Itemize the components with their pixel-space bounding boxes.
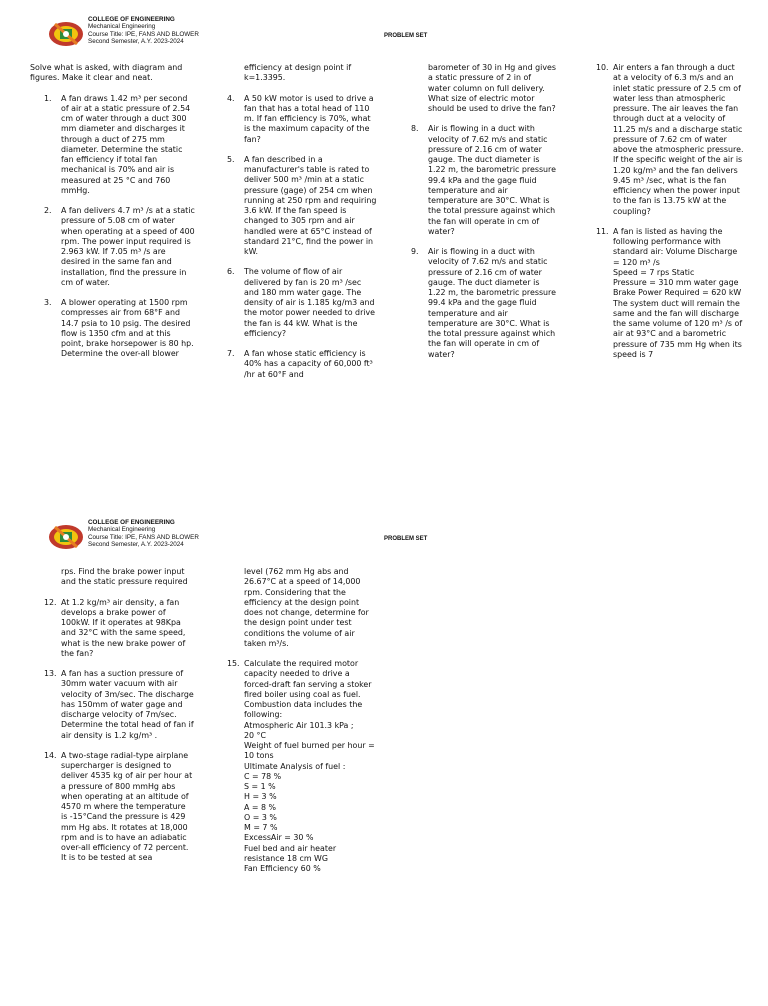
- problem-text: A fan has a suction pressure of 30mm water vacuum with air velocity of 3m/sec. The discharge has 150mm of water gage and discharge velocity of 7m/sec. Determine the total head of fan if air density is 1.2 kg/m³ .: [61, 669, 194, 740]
- problem-13: [44, 669, 194, 741]
- course-title: Course Title: IPE, FANS AND BLOWER: [88, 30, 199, 38]
- column-2: [227, 63, 377, 380]
- problem-1: [44, 94, 195, 197]
- college-name: COLLEGE OF ENGINEERING: [88, 16, 175, 23]
- page-header: [0, 519, 768, 555]
- problem-6: [227, 267, 377, 339]
- problem-2: [44, 206, 195, 288]
- problem-11: [596, 227, 744, 360]
- course-title: Course Title: IPE, FANS AND BLOWER: [88, 533, 199, 541]
- college-logo-icon: [47, 18, 85, 48]
- page-header: [0, 16, 768, 52]
- problem-number: 3.: [44, 298, 52, 307]
- problem-text: A fan draws 1.42 m³ per second of air at a static pressure of 2.54 cm of water through a duct 300 mm diameter and discharges it through a duct of 275 mm diameter. Determine the static fan efficiency if total fan mechanical is 70% and air is measured at 25 °C and 760 mmHg.: [61, 93, 191, 195]
- problem-5: [227, 155, 377, 258]
- problem-text: A fan is listed as having the following performance with standard air: Volume Discharge = 120 m³ /s Speed = 7 rps Static Pressure = 310 mm water gage Brake Power Required = 620 kW The system duct will remain the same and the fan will discharge the same volume of 120 m³ /s of air at 93°C and a barometric pressure of 735 mm Hg when its speed is 7: [613, 226, 743, 359]
- problem-3-continued: efficiency at design point if k=1.3395.: [244, 63, 352, 83]
- college-info: [88, 16, 199, 46]
- college-name: COLLEGE OF ENGINEERING: [88, 519, 175, 526]
- college-info: [88, 519, 199, 549]
- problem-7-continued: barometer of 30 in Hg and gives a static pressure of 2 in of water column on full delivery. What size of electric motor should be used to drive the fan?: [428, 63, 556, 113]
- problem-14: [44, 751, 194, 864]
- column-3: [411, 63, 556, 360]
- problem-text: A 50 kW motor is used to drive a fan that has a total head of 110 m. If fan efficiency is 70%, what is the maximum capacity of the fan?: [244, 93, 374, 144]
- problem-text: Calculate the required motor capacity needed to drive a forced-draft fan serving a stoker fired boiler using coal as fuel. Combustion data includes the following: Atmospheric Air 101.3 kPa ; 20 °C Weight of fuel burned per hour = 10 tons Ultimate Analysis of fuel : C = 78 % S = 1 % H = 3 % A = 8 % O = 3 % M = 7 % ExcessAir = 30 % Fuel bed and air heater resistance 18 cm WG Fan Efficiency 60 %: [244, 659, 375, 873]
- page-2: [0, 503, 768, 1006]
- doc-title: PROBLEM SET: [384, 536, 428, 542]
- problem-7: [227, 349, 377, 380]
- problem-number: 6.: [227, 267, 235, 277]
- instructions: Solve what is asked, with diagram and figures. Make it clear and neat.: [30, 63, 183, 83]
- problem-text: The volume of flow of air delivered by fan is 20 m³ /sec and 180 mm water gage. The density of air is 1.185 kg/m3 and the motor power needed to drive the fan is 44 kW. What is the efficiency?: [244, 267, 376, 338]
- problem-text: A fan whose static efficiency is 40% has a capacity of 60,000 ft³ /hr at 60°F and: [244, 349, 373, 379]
- problem-number: 10.: [596, 63, 609, 72]
- college-logo-icon: [47, 521, 85, 551]
- problem-number: 5.: [227, 154, 235, 164]
- problem-number: 4.: [227, 93, 235, 103]
- problem-number: 8.: [411, 124, 419, 134]
- problem-15: [227, 659, 377, 874]
- problem-8: [411, 124, 556, 237]
- problem-text: A blower operating at 1500 rpm compresses air from 68°F and 14.7 psia to 10 psig. The desired flow is 1350 cfm and at this point, brake horsepower is 80 hp. Determine the over-all blower: [61, 298, 194, 359]
- problem-11-continued: rps. Find the brake power input and the static pressure required: [61, 567, 188, 587]
- problem-text: Air is flowing in a duct with velocity of 7.62 m/s and static pressure of 2.16 cm of water gauge. The duct diameter is 1.22 m, the barometric pressure 99.4 kPa and the gage fluid temperature and air temperature are 30°C. What is the total pressure against which the fan will operate in cm of water?: [428, 247, 556, 359]
- problem-3: [44, 298, 195, 360]
- problem-text: Air enters a fan through a duct at a velocity of 6.3 m/s and an inlet static pressure of 2.5 cm of water less than atmospheric pressure. The air leaves the fan through duct at a velocity of 11.25 m/s and a discharge static pressure of 7.62 cm of water above the atmospheric pressure. If the specific weight of the air is 1.20 kg/m³ and the fan delivers 9.45 m³ /sec, what is the fan efficiency when the power input to the fan is 13.75 kW at the coupling?: [613, 63, 744, 216]
- problem-number: 7.: [227, 349, 235, 358]
- doc-title: PROBLEM SET: [384, 33, 428, 39]
- problem-number: 13.: [44, 669, 57, 678]
- semester: Second Semester, A.Y. 2023-2024: [88, 541, 184, 549]
- problem-9: [411, 247, 556, 360]
- problem-text: A two-stage radial-type airplane supercharger is designed to deliver 4535 kg of air per hour at a pressure of 800 mmHg abs when operating at an altitude of 4570 m where the temperature is -15°Cand the pressure is 429 mm Hg abs. It rotates at 18,000 rpm and is to have an adiabatic over-all efficiency of 72 percent. It is to be tested at sea: [61, 750, 193, 863]
- problem-text: A fan delivers 4.7 m³ /s at a static pressure of 5.08 cm of water when operating at a speed of 400 rpm. The power input required is 2.963 kW. If 7.05 m³ /s are desired in the same fan and installation, find the pressure in cm of water.: [61, 206, 195, 287]
- problem-4: [227, 94, 377, 145]
- department: Mechanical Engineering: [88, 23, 156, 31]
- problem-number: 12.: [44, 597, 57, 607]
- problem-10: [596, 63, 744, 217]
- problem-text: A fan described in a manufacturer's table is rated to deliver 500 m³ /min at a static pressure (gage) of 254 cm when running at 250 rpm and requiring 3.6 kW. If the fan speed is changed to 305 rpm and air handled were at 65°C instead of standard 21°C, find the power in kW.: [244, 154, 377, 256]
- problem-number: 9.: [411, 247, 419, 256]
- problem-12: [44, 598, 194, 660]
- problem-text: Air is flowing in a duct with velocity of 7.62 m/s and static pressure of 2.16 cm of water gauge. The duct diameter is 1.22 m, the barometric pressure 99.4 kPa and the gage fluid temperature and air temperature are 30°C. What is the total pressure against which the fan will operate in cm of water?: [428, 124, 556, 236]
- problem-14-continued: level (762 mm Hg abs and 26.67°C at a speed of 14,000 rpm. Considering that the efficiency at the design point does not change, determine for the design point under test conditions the volume of air taken m³/s.: [244, 567, 369, 648]
- semester: Second Semester, A.Y. 2023-2024: [88, 38, 184, 46]
- problem-number: 11.: [596, 226, 609, 236]
- problem-number: 1.: [44, 93, 52, 103]
- column-1: [30, 63, 195, 360]
- problem-number: 15.: [227, 659, 240, 668]
- column-1: [44, 567, 194, 864]
- problem-number: 2.: [44, 206, 52, 215]
- column-2: [227, 567, 377, 874]
- problem-text: At 1.2 kg/m³ air density, a fan develops a brake power of 100kW. If it operates at 98Kpa and 32°C with the same speed, what is the new brake power of the fan?: [61, 597, 186, 658]
- problem-number: 14.: [44, 750, 57, 760]
- department: Mechanical Engineering: [88, 526, 156, 534]
- column-4: [596, 63, 744, 360]
